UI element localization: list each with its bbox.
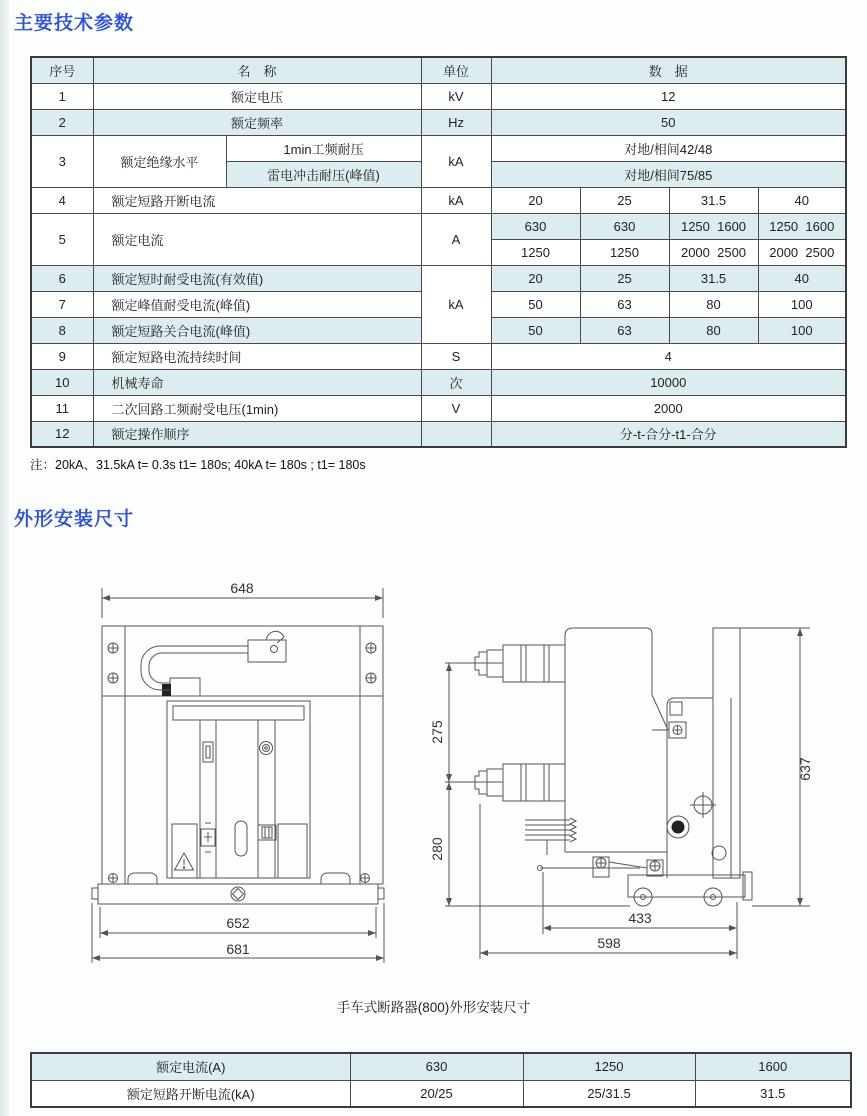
cell: 额定短路电流持续时间: [93, 343, 421, 369]
cell: 31.5: [669, 265, 758, 291]
cell: 63: [580, 291, 669, 317]
cell: 2: [31, 109, 93, 135]
cell: 额定峰值耐受电流(峰值): [93, 291, 421, 317]
crosshair-hole-icon: [690, 792, 716, 818]
cell: 1250: [491, 239, 580, 265]
cell: 2000 2500: [669, 239, 758, 265]
screw-icon: [109, 874, 118, 883]
front-view-drawing: [70, 566, 415, 971]
cell: 1250: [580, 239, 669, 265]
cell: 630: [491, 213, 580, 239]
cell: 31.5: [669, 187, 758, 213]
cell: 额定绝缘水平: [93, 135, 226, 187]
cell: 分-t-合分-t1-合分: [491, 421, 846, 447]
cell: 1: [31, 83, 93, 109]
square-bolt-icon: [231, 887, 245, 901]
cell: 40: [758, 187, 846, 213]
base-plate: [92, 884, 384, 904]
cell: 2000 2500: [758, 239, 846, 265]
cell: kV: [421, 83, 491, 109]
cell: 12: [31, 421, 93, 447]
cell: A: [421, 213, 491, 265]
cell: 6: [31, 265, 93, 291]
cell: 1min工频耐压: [226, 135, 421, 161]
section-title-technical-parameters: 主要技术参数: [14, 13, 135, 34]
rear-frame: [667, 628, 740, 878]
cell: 1600: [695, 1053, 851, 1080]
interlock-cable: [141, 631, 286, 696]
cell: 100: [758, 291, 846, 317]
cell: S: [421, 343, 491, 369]
header-name: 名 称: [93, 57, 421, 83]
cell: 1250 1600: [669, 213, 758, 239]
cell: kA: [421, 135, 491, 187]
cell: 3: [31, 135, 93, 187]
table-row: [31, 395, 846, 421]
dim-label-652: 652: [226, 915, 250, 931]
cell: Hz: [421, 109, 491, 135]
dim-label-433: 433: [628, 910, 652, 926]
cell: 50: [491, 109, 846, 135]
warning-triangle-icon: [175, 853, 194, 870]
cell: 630: [350, 1053, 523, 1080]
dim-label-681: 681: [226, 941, 250, 957]
section-title-outline-dimensions: 外形安装尺寸: [14, 509, 135, 530]
cell: 额定操作顺序: [93, 421, 421, 447]
cell: 额定频率: [93, 109, 421, 135]
cell: 对地/相间42/48: [491, 135, 846, 161]
page-edge-strip: [0, 0, 10, 1116]
cell: 10000: [491, 369, 846, 395]
cell: 50: [491, 317, 580, 343]
cell: 2000: [491, 395, 846, 421]
cell: kA: [421, 187, 491, 213]
screw-icon: [108, 673, 118, 683]
hole-icon: [712, 846, 726, 860]
cell: 额定电流: [93, 213, 421, 265]
table-row: [31, 265, 846, 291]
table-row: [31, 213, 846, 239]
cell: 25/31.5: [523, 1080, 695, 1107]
technical-parameters-table: [30, 56, 847, 448]
table-row: [31, 1053, 851, 1080]
cell: 63: [580, 317, 669, 343]
cell: 次: [421, 369, 491, 395]
cell: 80: [669, 291, 758, 317]
screw-icon: [366, 643, 376, 653]
cell: 20: [491, 187, 580, 213]
cell: 20: [491, 265, 580, 291]
cell: 25: [580, 265, 669, 291]
dim-label-598: 598: [597, 935, 621, 951]
cell: 雷电冲击耐压(峰值): [226, 161, 421, 187]
cell: 10: [31, 369, 93, 395]
table-row: [31, 421, 846, 447]
cell: 额定短路开断电流(kA): [31, 1080, 350, 1107]
cell: 50: [491, 291, 580, 317]
cell: 5: [31, 213, 93, 265]
cell: 二次回路工频耐受电压(1min): [93, 395, 421, 421]
cell: [421, 421, 491, 447]
grounding-point-icon: [667, 816, 689, 838]
cell: 11: [31, 395, 93, 421]
dimension-275: [445, 663, 503, 782]
cell: 630: [580, 213, 669, 239]
cell: 25: [580, 187, 669, 213]
table-row: [31, 1080, 851, 1107]
cell: 1250: [523, 1053, 695, 1080]
cell: 31.5: [695, 1080, 851, 1107]
cell: 额定电压: [93, 83, 421, 109]
table-footnote: 注：20kA、31.5kA t= 0.3s t1= 180s; 40kA t= 180s ; t1= 180s: [30, 458, 366, 472]
front-face-panel: [167, 701, 310, 878]
drawing-caption: 手车式断路器(800)外形安装尺寸: [336, 1000, 531, 1015]
cell: 100: [758, 317, 846, 343]
table-row: [31, 135, 846, 161]
cell: 80: [669, 317, 758, 343]
screw-icon: [366, 673, 376, 683]
cell: 9: [31, 343, 93, 369]
cell: 额定短路关合电流(峰值): [93, 317, 421, 343]
rated-current-table: [30, 1052, 852, 1108]
cell: 20/25: [350, 1080, 523, 1107]
dim-label-648: 648: [230, 580, 254, 596]
header-data: 数 据: [491, 57, 846, 83]
cell: 机械寿命: [93, 369, 421, 395]
cell: 40: [758, 265, 846, 291]
table-row: [31, 187, 846, 213]
breaker-body: [565, 628, 686, 852]
cell: 8: [31, 317, 93, 343]
cell: 1250 1600: [758, 213, 846, 239]
cell: 额定短时耐受电流(有效值): [93, 265, 421, 291]
cell: 额定电流(A): [31, 1053, 350, 1080]
cell: 7: [31, 291, 93, 317]
cell: V: [421, 395, 491, 421]
flexible-connector: [525, 818, 640, 871]
cell: 4: [31, 187, 93, 213]
table-row: [31, 109, 846, 135]
cell: 12: [491, 83, 846, 109]
header-unit: 单位: [421, 57, 491, 83]
header-seq: 序号: [31, 57, 93, 83]
carriage: [628, 872, 752, 906]
linkage-bracket: [593, 857, 663, 877]
cell: 4: [491, 343, 846, 369]
table-row: [31, 83, 846, 109]
dim-label-637: 637: [797, 757, 813, 781]
dim-label-280: 280: [429, 837, 445, 861]
table-row: [31, 369, 846, 395]
table-header-row: [31, 57, 846, 83]
screw-icon: [361, 874, 370, 883]
cell: 额定短路开断电流: [93, 187, 421, 213]
side-view-drawing: [425, 572, 865, 967]
cell: kA: [421, 265, 491, 343]
table-row: [31, 343, 846, 369]
screw-icon: [108, 643, 118, 653]
dim-label-275: 275: [429, 720, 445, 744]
cell: 对地/相间75/85: [491, 161, 846, 187]
